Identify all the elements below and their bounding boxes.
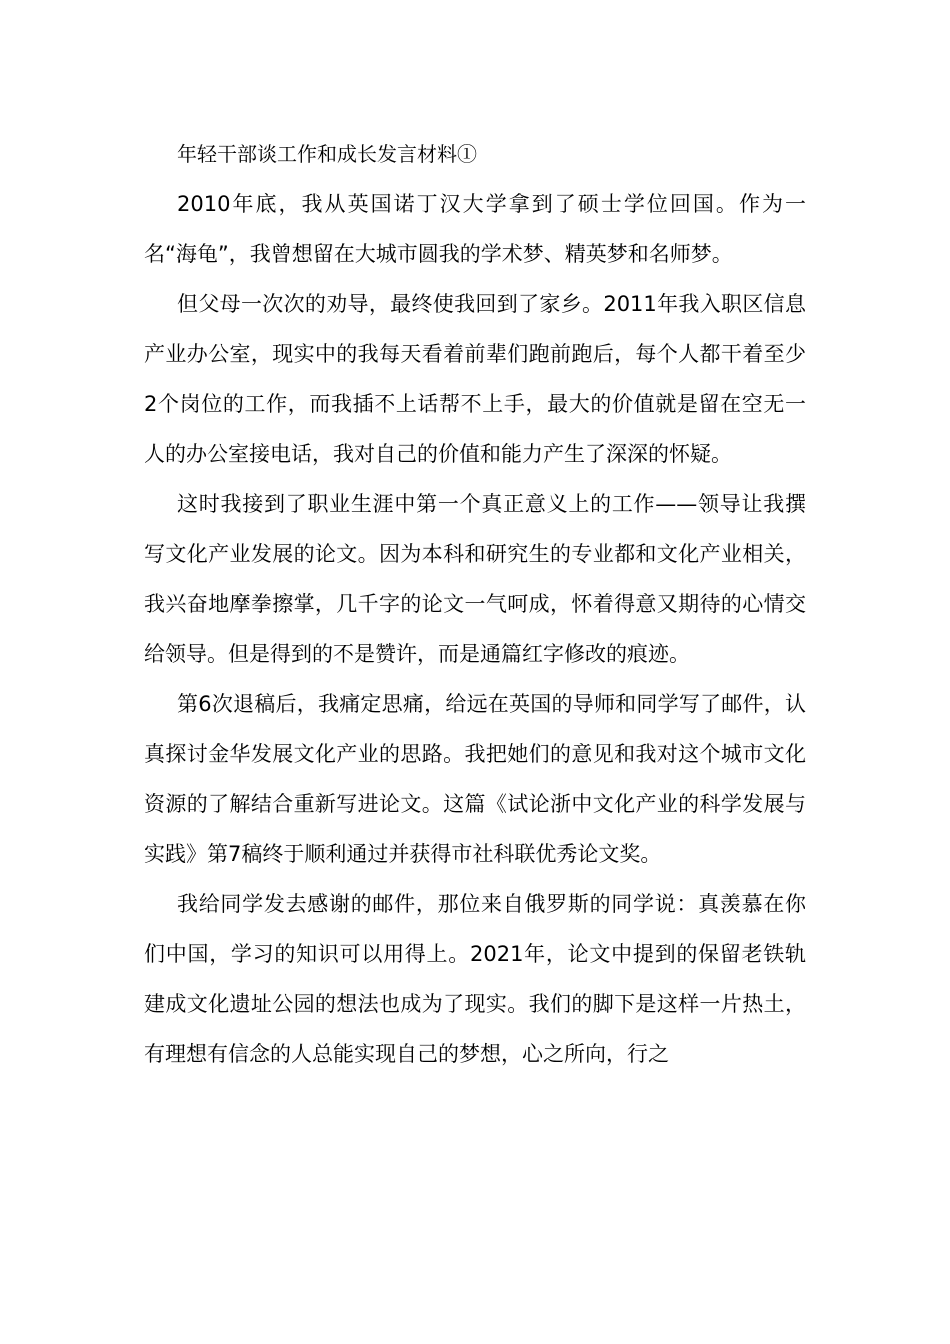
paragraph: 2010年底，我从英国诺丁汉大学拿到了硕士学位回国。作为一名“海龟”，我曾想留在大城市圆我的学术梦、精英梦和名师梦。	[144, 192, 806, 266]
document-title: 年轻干部谈工作和成长发言材料①	[177, 142, 477, 166]
paragraph: 但父母一次次的劝导，最终使我回到了家乡。2011年我入职区信息产业办公室，现实中的我每天看着前辈们跑前跑后，每个人都干着至少2个岗位的工作，而我插不上话帮不上手，最大的价值就是留在空无一人的办公室接电话，我对自己的价值和能力产生了深深的怀疑。	[144, 292, 806, 466]
paragraph: 我给同学发去感谢的邮件，那位来自俄罗斯的同学说：真羡慕在你们中国，学习的知识可以用得上。2021年，论文中提到的保留老铁轨建成文化遗址公园的想法也成为了现实。我们的脚下是这样一片热土，有理想有信念的人总能实现自己的梦想，心之所向，行之	[144, 892, 806, 1066]
paragraph: 这时我接到了职业生涯中第一个真正意义上的工作——领导让我撰写文化产业发展的论文。因为本科和研究生的专业都和文化产业相关，我兴奋地摩拳擦掌，几千字的论文一气呵成，怀着得意又期待的心情交给领导。但是得到的不是赞许，而是通篇红字修改的痕迹。	[144, 492, 806, 666]
paragraph: 第6次退稿后，我痛定思痛，给远在英国的导师和同学写了邮件，认真探讨金华发展文化产业的思路。我把她们的意见和我对这个城市文化资源的了解结合重新写进论文。这篇《试论浙中文化产业的科学发展与实践》第7稿终于顺利通过并获得市社科联优秀论文奖。	[144, 692, 806, 866]
document-body	[144, 129, 806, 1079]
